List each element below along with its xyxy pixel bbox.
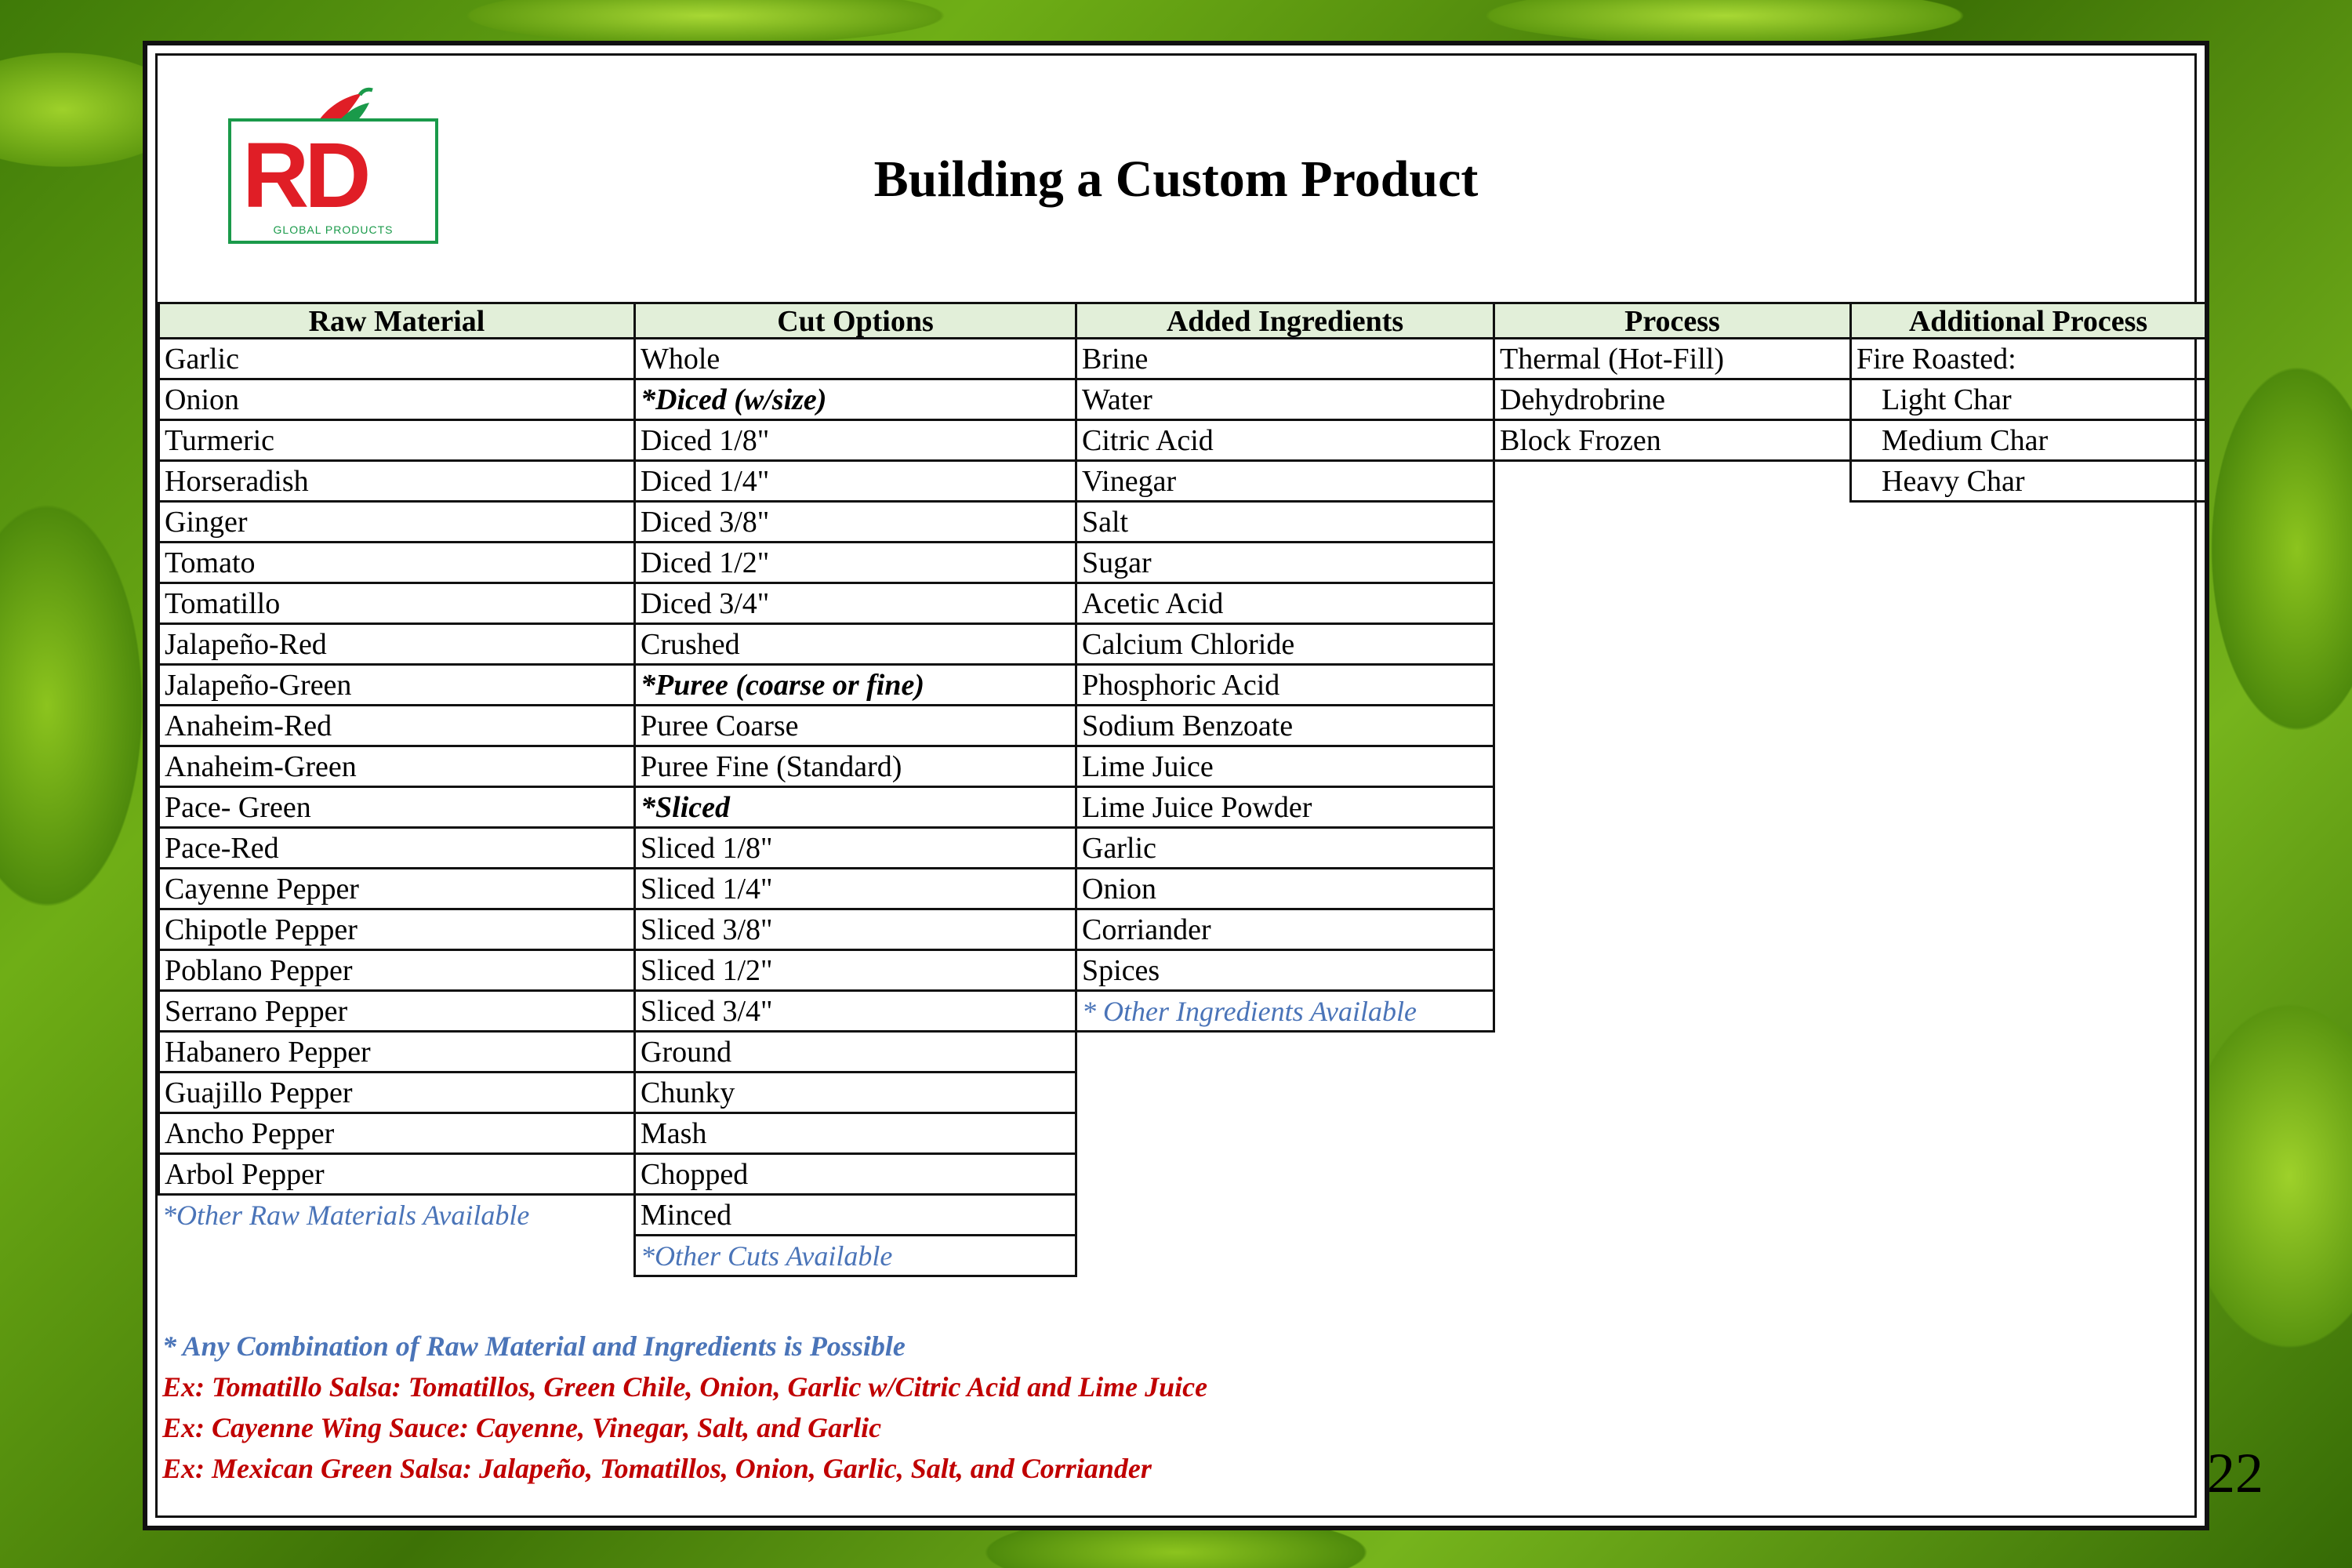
table-cell: Cayenne Pepper xyxy=(158,869,636,910)
table-cell: Jalapeño-Green xyxy=(158,666,636,706)
column-header: Additional Process xyxy=(1849,302,2207,339)
added-ingredients-column xyxy=(1075,302,1495,1033)
column-header: Cut Options xyxy=(633,302,1077,339)
table-cell: Fire Roasted: xyxy=(1849,339,2207,380)
table-cell: Ground xyxy=(633,1033,1077,1073)
example-line: Ex: Cayenne Wing Sauce: Cayenne, Vinegar, Salt, and Garlic xyxy=(162,1412,882,1443)
table-cell: Chunky xyxy=(633,1073,1077,1114)
table-cell: Anaheim-Red xyxy=(158,706,636,747)
table-cell: Lime Juice Powder xyxy=(1075,788,1495,829)
table-cell: Sugar xyxy=(1075,543,1495,584)
table-cell: Tomatillo xyxy=(158,584,636,625)
table-cell: Onion xyxy=(1075,869,1495,910)
table-cell: Crushed xyxy=(633,625,1077,666)
table-cell: Sliced 1/4" xyxy=(633,869,1077,910)
table-cell: Diced 1/2" xyxy=(633,543,1077,584)
logo-letters: RD xyxy=(242,124,367,227)
table-cell: *Puree (coarse or fine) xyxy=(633,666,1077,706)
table-cell: Chopped xyxy=(633,1155,1077,1196)
table-note: *Other Cuts Available xyxy=(633,1236,1077,1277)
table-cell: Water xyxy=(1075,380,1495,421)
table-cell: Pace-Red xyxy=(158,829,636,869)
table-cell: Vinegar xyxy=(1075,462,1495,503)
table-cell: Anaheim-Green xyxy=(158,747,636,788)
table-cell: Garlic xyxy=(158,339,636,380)
table-cell: Diced 1/8" xyxy=(633,421,1077,462)
table-cell: Puree Coarse xyxy=(633,706,1077,747)
table-cell: Tomato xyxy=(158,543,636,584)
table-cell: Poblano Pepper xyxy=(158,951,636,992)
logo-tagline: GLOBAL PRODUCTS xyxy=(273,223,394,236)
table-cell: Onion xyxy=(158,380,636,421)
table-cell: Horseradish xyxy=(158,462,636,503)
table-cell: Puree Fine (Standard) xyxy=(633,747,1077,788)
table-cell: Citric Acid xyxy=(1075,421,1495,462)
table-cell: Salt xyxy=(1075,503,1495,543)
slide xyxy=(143,41,2263,1530)
table-cell: Turmeric xyxy=(158,421,636,462)
table-note: * Other Ingredients Available xyxy=(1075,992,1495,1033)
table-cell: Dehydrobrine xyxy=(1493,380,1852,421)
table-note: *Other Raw Materials Available xyxy=(162,1200,530,1231)
table-cell: Chipotle Pepper xyxy=(158,910,636,951)
table-cell: Whole xyxy=(633,339,1077,380)
table-cell: Diced 3/4" xyxy=(633,584,1077,625)
table-cell: Arbol Pepper xyxy=(158,1155,636,1196)
table-cell: Medium Char xyxy=(1849,421,2207,462)
process-column xyxy=(1493,302,1852,462)
table-cell: Brine xyxy=(1075,339,1495,380)
table-cell: Sliced 3/8" xyxy=(633,910,1077,951)
cut-options-column xyxy=(633,302,1077,1277)
table-cell: Ginger xyxy=(158,503,636,543)
page-number: 22 xyxy=(2207,1442,2263,1504)
table-cell: Diced 3/8" xyxy=(633,503,1077,543)
table-cell: Lime Juice xyxy=(1075,747,1495,788)
table-cell: Garlic xyxy=(1075,829,1495,869)
column-header: Added Ingredients xyxy=(1075,302,1495,339)
table-cell: Spices xyxy=(1075,951,1495,992)
table-cell: Guajillo Pepper xyxy=(158,1073,636,1114)
table-cell: *Diced (w/size) xyxy=(633,380,1077,421)
table-cell: Calcium Chloride xyxy=(1075,625,1495,666)
table-cell: Thermal (Hot-Fill) xyxy=(1493,339,1852,380)
column-header: Raw Material xyxy=(158,302,636,339)
table-cell: Serrano Pepper xyxy=(158,992,636,1033)
column-header: Process xyxy=(1493,302,1852,339)
additional-process-column xyxy=(1849,302,2207,503)
table-cell: Ancho Pepper xyxy=(158,1114,636,1155)
raw-material-column xyxy=(158,302,636,1236)
example-line: Ex: Tomatillo Salsa: Tomatillos, Green Chile, Onion, Garlic w/Citric Acid and Lime Juice xyxy=(162,1371,1208,1403)
slide-content xyxy=(155,53,2263,1518)
table-cell: Sliced 3/4" xyxy=(633,992,1077,1033)
table-cell: Light Char xyxy=(1849,380,2207,421)
table-cell: Sliced 1/8" xyxy=(633,829,1077,869)
table-cell: Block Frozen xyxy=(1493,421,1852,462)
table-cell: Phosphoric Acid xyxy=(1075,666,1495,706)
page-title: Building a Custom Product xyxy=(873,151,1479,208)
table-cell: Mash xyxy=(633,1114,1077,1155)
table-cell: Sodium Benzoate xyxy=(1075,706,1495,747)
example-line: Ex: Mexican Green Salsa: Jalapeño, Tomatillos, Onion, Garlic, Salt, and Corriander xyxy=(162,1453,1152,1484)
table-cell: *Sliced xyxy=(633,788,1077,829)
table-cell: Acetic Acid xyxy=(1075,584,1495,625)
table-cell: Diced 1/4" xyxy=(633,462,1077,503)
table-cell: Habanero Pepper xyxy=(158,1033,636,1073)
table-cell: Pace- Green xyxy=(158,788,636,829)
table-cell: Corriander xyxy=(1075,910,1495,951)
notes-section xyxy=(162,1326,1207,1489)
table-cell: Heavy Char xyxy=(1849,462,2207,503)
table-cell: Minced xyxy=(633,1196,1077,1236)
table-cell: Sliced 1/2" xyxy=(633,951,1077,992)
table-cell: Jalapeño-Red xyxy=(158,625,636,666)
combination-note: * Any Combination of Raw Material and Ingredients is Possible xyxy=(162,1330,906,1362)
